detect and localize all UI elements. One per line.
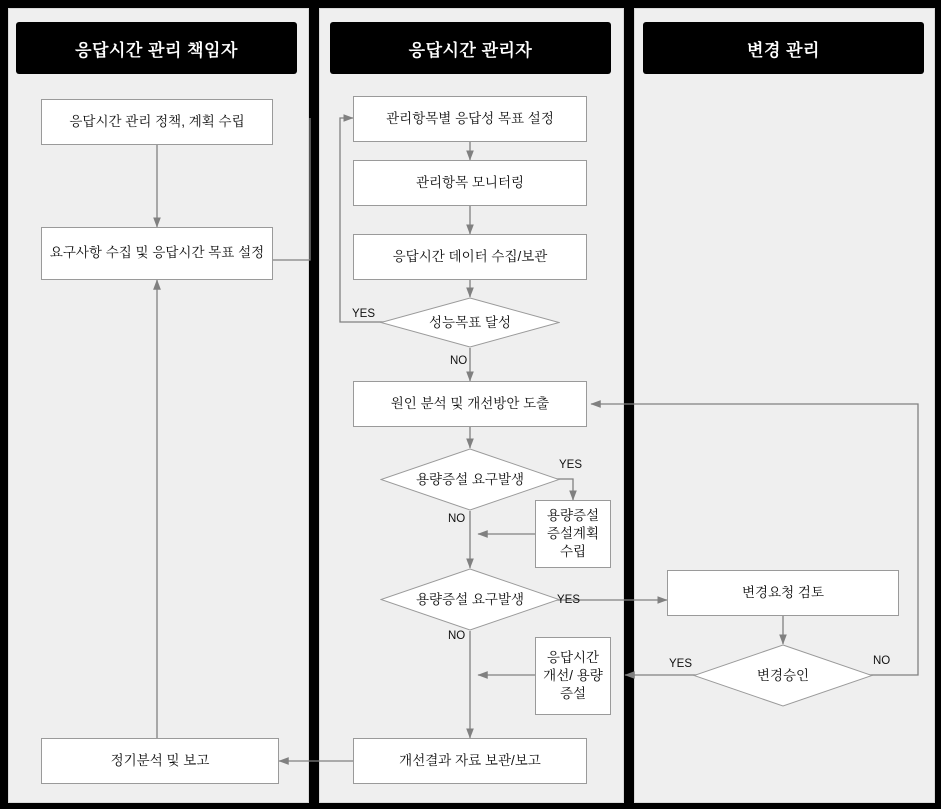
node-capacity-expansion-plan[interactable] xyxy=(535,500,611,568)
node-label: 용량증설 증설계획 수립 xyxy=(546,507,600,560)
node-label: 응답시간 관리 정책, 계획 수립 xyxy=(69,113,245,129)
decision-label: 변경승인 xyxy=(756,667,810,683)
node-label: 요구사항 수집 및 응답시간 목표 설정 xyxy=(49,245,265,261)
node-result-archive-report[interactable] xyxy=(353,738,587,784)
edge-label-yes-capacity-2: YES xyxy=(557,594,581,606)
node-root-cause-analysis[interactable] xyxy=(353,381,587,427)
node-label: 응답시간 개선/ 용량 증설 xyxy=(543,649,603,702)
node-periodic-report[interactable] xyxy=(41,738,279,784)
node-label: 정기분석 및 보고 xyxy=(110,752,210,768)
edge-label-no-capacity-2: NO xyxy=(448,630,466,642)
node-requirements-target[interactable] xyxy=(41,227,273,280)
decision-label: 용량증설 요구발생 xyxy=(415,591,525,607)
node-collect-store-data[interactable] xyxy=(353,234,587,280)
node-policy-planning[interactable] xyxy=(41,99,273,145)
node-label: 관리항목별 응답성 목표 설정 xyxy=(386,110,554,126)
node-set-response-goal[interactable] xyxy=(353,96,587,142)
edge-label-yes-capacity-1: YES xyxy=(559,459,583,471)
lane-header-manager xyxy=(330,22,611,74)
lane-title-change: 변경 관리 xyxy=(747,40,820,60)
edge-label-no-performance: NO xyxy=(450,355,468,367)
node-label: 개선결과 자료 보관/보고 xyxy=(399,752,541,768)
edge-label-no-approval: NO xyxy=(873,655,891,667)
lane-header-owner xyxy=(16,22,297,74)
lane-header-change xyxy=(643,22,924,74)
edge-label-no-capacity-1: NO xyxy=(448,513,466,525)
edge-label-yes-approval: YES xyxy=(669,658,693,670)
node-label: 관리항목 모니터링 xyxy=(415,174,525,190)
lane-title-owner: 응답시간 관리 책임자 xyxy=(75,40,238,60)
decision-change-approval[interactable] xyxy=(693,644,873,707)
decision-performance-goal[interactable] xyxy=(380,297,560,348)
node-label: 응답시간 데이터 수집/보관 xyxy=(392,248,548,264)
node-change-request-review[interactable] xyxy=(667,570,899,616)
decision-capacity-request-1[interactable] xyxy=(380,448,560,511)
edge-label-yes-performance: YES xyxy=(352,308,376,320)
decision-capacity-request-2[interactable] xyxy=(380,568,560,631)
node-label: 변경요청 검토 xyxy=(742,584,824,600)
node-response-improvement[interactable] xyxy=(535,637,611,715)
node-label: 원인 분석 및 개선방안 도출 xyxy=(390,395,550,411)
decision-label: 성능목표 달성 xyxy=(429,314,511,330)
lane-title-manager: 응답시간 관리자 xyxy=(408,40,533,60)
node-monitoring[interactable] xyxy=(353,160,587,206)
decision-label: 용량증설 요구발생 xyxy=(415,471,525,487)
